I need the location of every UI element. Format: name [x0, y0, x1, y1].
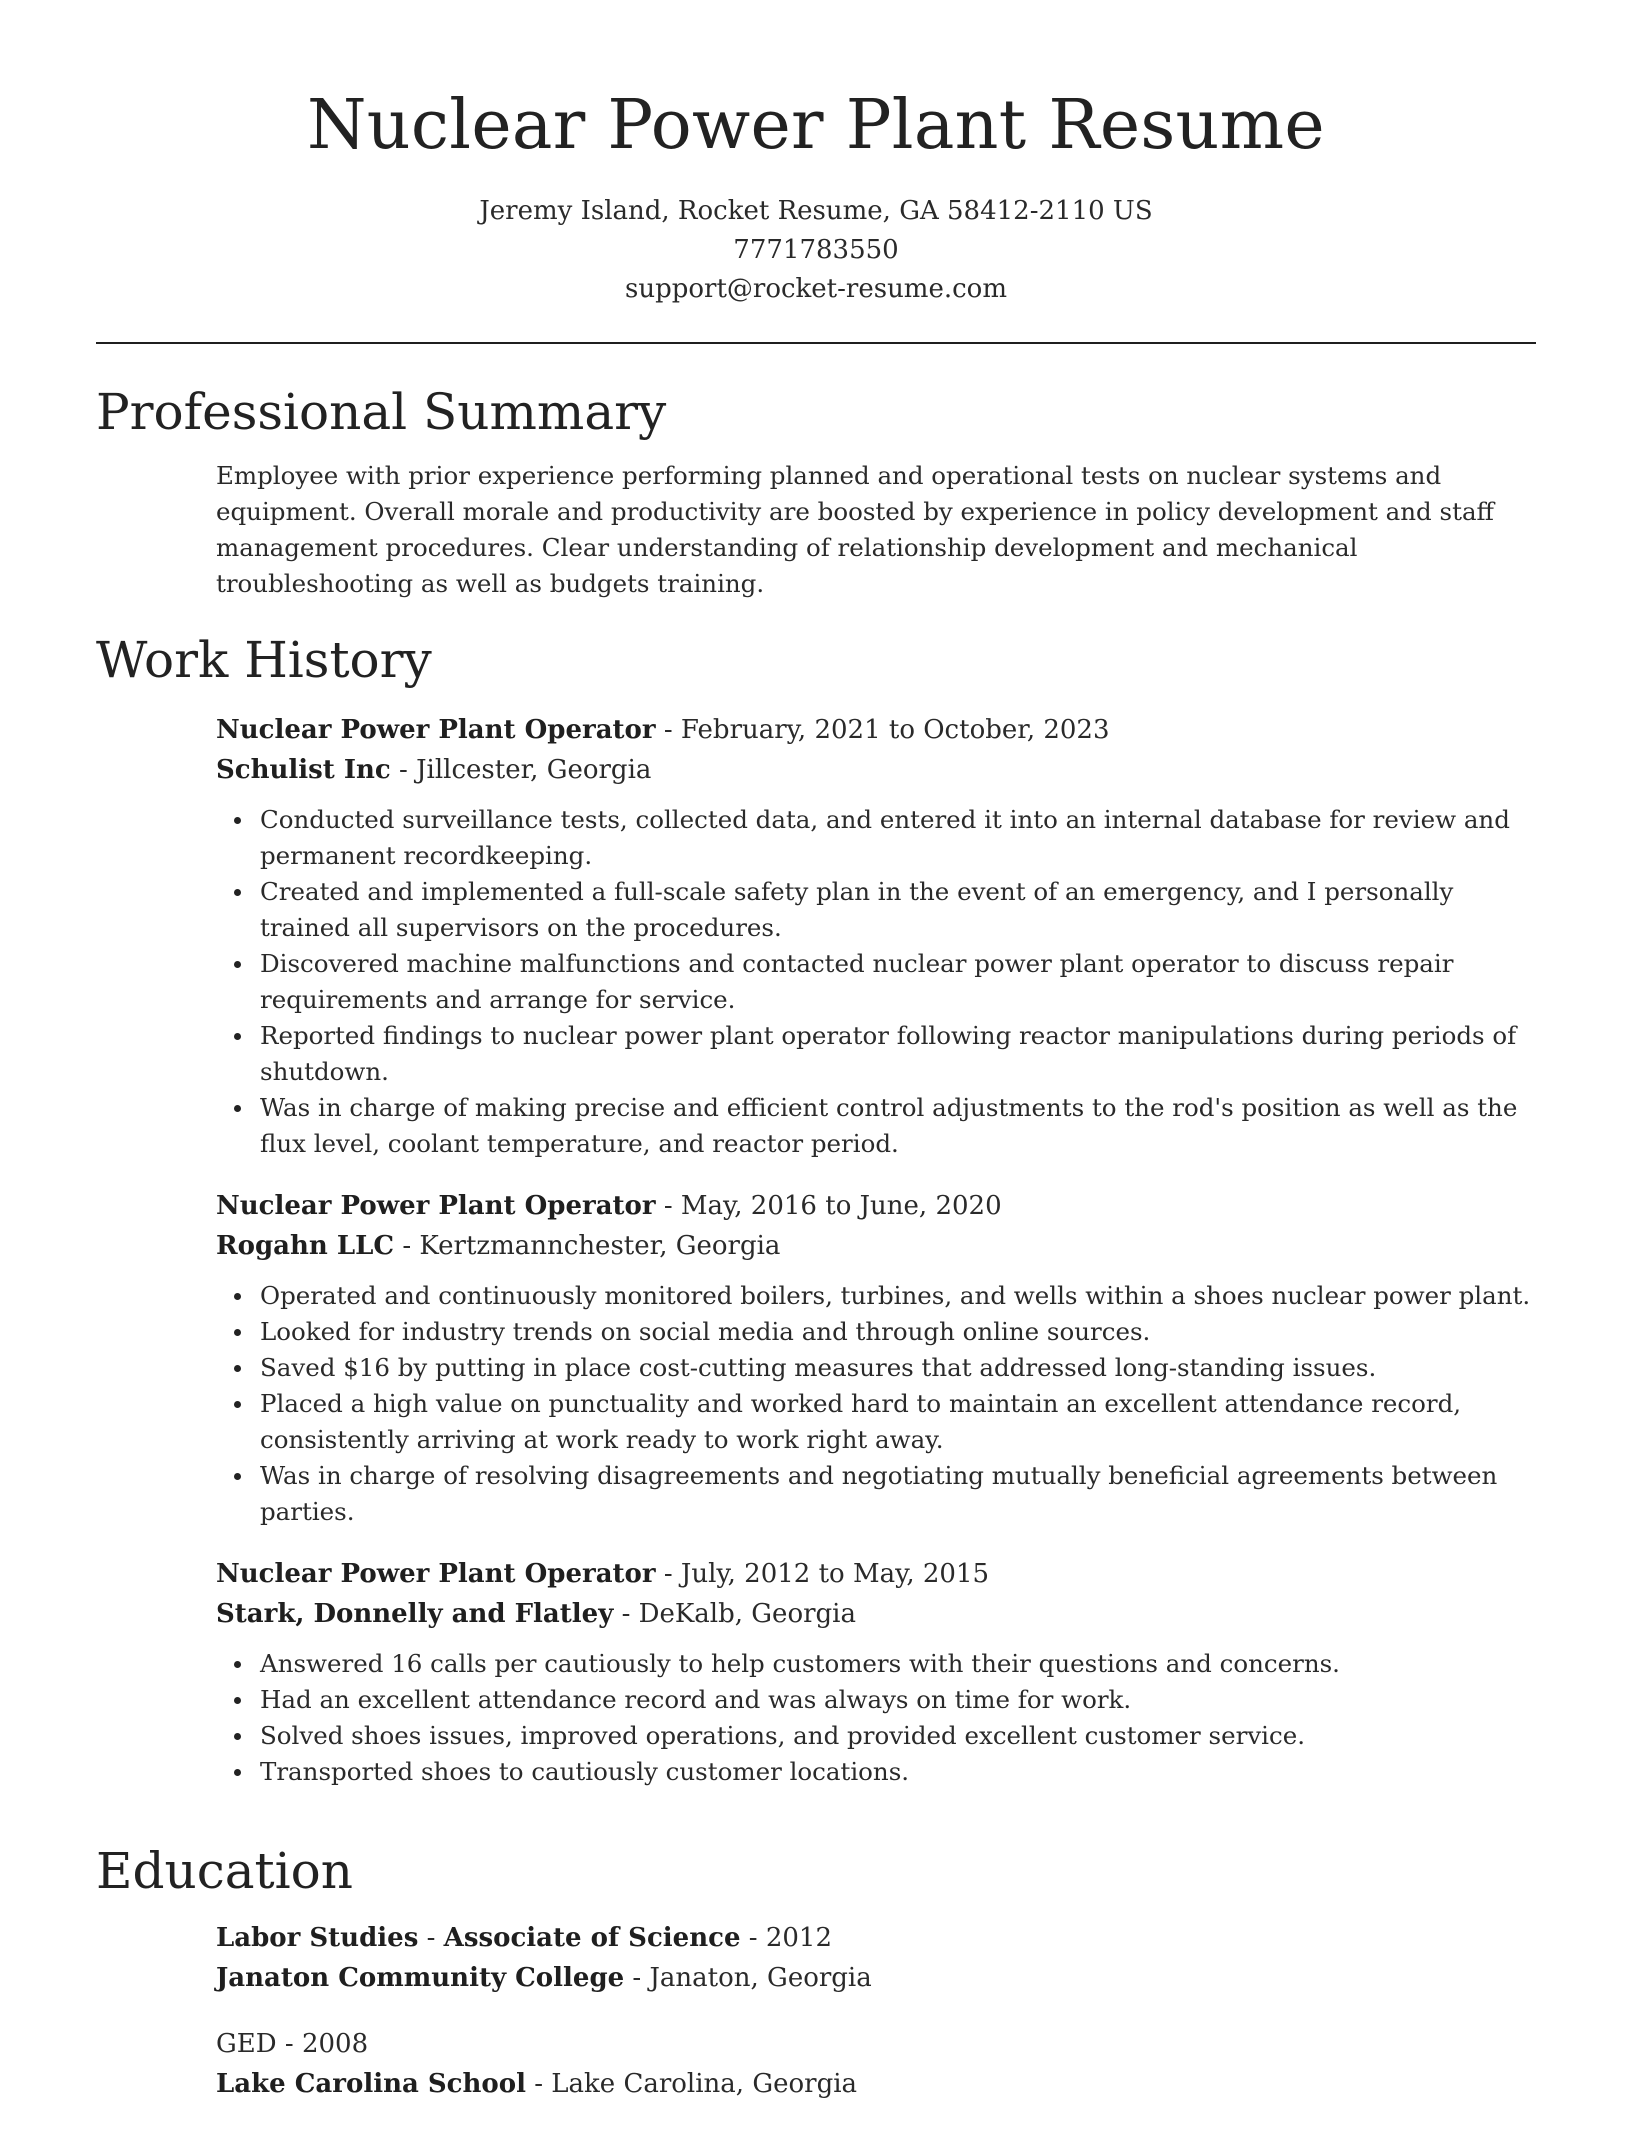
job-bullet [260, 1458, 1536, 1530]
job-bullet [260, 1386, 1536, 1458]
separator: - [655, 1191, 681, 1221]
separator: - [390, 755, 417, 785]
education-degree: Associate of Science [443, 1923, 741, 1953]
job-bullet-text: Was in charge of making precise and efficient control adjustments to the rod's position as well as the flux level, coolant temperature, and reactor period. [260, 1093, 1518, 1158]
job-bullet-text: Discovered machine malfunctions and contacted nuclear power plant operator to discuss repair requirements and arrange for service. [260, 949, 1454, 1014]
bullet-icon [234, 1365, 241, 1372]
separator: - [655, 1559, 681, 1589]
education-degree: GED [216, 2029, 277, 2059]
job-company-line [216, 1226, 1536, 1266]
header-divider [96, 342, 1536, 344]
job-bullet-list [216, 1646, 1536, 1790]
bullet-icon [234, 1401, 241, 1408]
job-dates: July, 2012 to May, 2015 [680, 1559, 990, 1589]
education-school-line [216, 1958, 1536, 1998]
summary-heading: Professional Summary [96, 383, 667, 441]
job-dates: May, 2016 to June, 2020 [680, 1191, 1002, 1221]
separator: - [613, 1599, 639, 1629]
contact-address: Jeremy Island, Rocket Resume, GA 58412-2110 US [479, 196, 1153, 226]
job-role-line [216, 1554, 1536, 1594]
education-school-line [216, 2064, 1536, 2104]
separator: - [655, 715, 681, 745]
education-entry [216, 2024, 1536, 2104]
job-role-line [216, 710, 1536, 750]
education-school: Lake Carolina School [216, 2069, 526, 2099]
job-bullet [260, 1314, 1536, 1350]
job-company-line [216, 1594, 1536, 1634]
job-bullet [260, 874, 1536, 946]
summary-section [216, 458, 1536, 602]
job-company: Stark, Donnelly and Flatley [216, 1599, 614, 1629]
bullet-icon [234, 961, 241, 968]
job-bullet [260, 1682, 1536, 1718]
job-bullet-list [216, 802, 1536, 1162]
education-year: 2008 [301, 2029, 369, 2059]
contact-block [0, 192, 1632, 309]
job-title: Nuclear Power Plant Operator [216, 1191, 656, 1221]
job-dates: February, 2021 to October, 2023 [680, 715, 1110, 745]
work-history-list [216, 710, 1536, 1814]
separator: - [394, 1231, 420, 1261]
education-heading: Education [96, 1842, 353, 1900]
job-bullet-text: Transported shoes to cautiously customer locations. [260, 1757, 910, 1786]
education-location: Lake Carolina, Georgia [551, 2069, 858, 2099]
bullet-icon [234, 1697, 241, 1704]
job-bullet-text: Created and implemented a full-scale safety plan in the event of an emergency, and I personally trained all supervisors on the procedures. [260, 877, 1454, 942]
job-role-line [216, 1186, 1536, 1226]
bullet-icon [234, 1293, 241, 1300]
job-bullet [260, 1090, 1536, 1162]
separator: - [525, 2069, 552, 2099]
resume-title: Nuclear Power Plant Resume [307, 86, 1325, 165]
bullet-icon [234, 1733, 241, 1740]
job-bullet [260, 1718, 1536, 1754]
separator: - [418, 1923, 444, 1953]
job-bullet [260, 946, 1536, 1018]
job-bullet [260, 1018, 1536, 1090]
job-bullet [260, 1350, 1536, 1386]
contact-email: support@rocket-resume.com [624, 274, 1007, 304]
contact-phone: 7771783550 [733, 235, 899, 265]
bullet-icon [234, 817, 241, 824]
job-bullet-text: Had an excellent attendance record and was always on time for work. [260, 1685, 1132, 1714]
bullet-icon [234, 889, 241, 896]
job-bullet [260, 1646, 1536, 1682]
job-bullet-text: Answered 16 calls per cautiously to help customers with their questions and concerns. [260, 1649, 1340, 1678]
job-bullet-text: Operated and continuously monitored boilers, turbines, and wells within a shoes nuclear power plant. [260, 1281, 1531, 1310]
job-bullet-text: Solved shoes issues, improved operations, and provided excellent customer service. [260, 1721, 1306, 1750]
job-entry [216, 710, 1536, 1162]
job-bullet [260, 802, 1536, 874]
job-location: DeKalb, Georgia [638, 1599, 856, 1629]
job-bullet-text: Looked for industry trends on social media and through online sources. [260, 1317, 1151, 1346]
education-location: Janaton, Georgia [649, 1963, 872, 1993]
bullet-icon [234, 1105, 241, 1112]
job-entry [216, 1554, 1536, 1790]
bullet-icon [234, 1033, 241, 1040]
education-entry [216, 1918, 1536, 1998]
education-list [216, 1918, 1536, 2130]
education-field: Labor Studies [216, 1923, 419, 1953]
education-year: 2012 [765, 1923, 832, 1953]
education-degree-line [216, 1918, 1536, 1958]
summary-text: Employee with prior experience performing planned and operational tests on nuclear systems and equipment. Overall morale and productivity are boosted by experience in policy development and staff management procedures. Clear understanding of relationship development and mechanical troubleshooting as well as budgets training. [216, 461, 1494, 598]
job-bullet-list [216, 1278, 1536, 1530]
education-school: Janaton Community College [216, 1963, 625, 1993]
separator: - [624, 1963, 650, 1993]
job-bullet-text: Placed a high value on punctuality and worked hard to maintain an excellent attendance record, consistently arriving at work ready to work right away. [260, 1389, 1462, 1454]
job-bullet-text: Reported findings to nuclear power plant operator following reactor manipulations during periods of shutdown. [260, 1021, 1517, 1086]
job-title: Nuclear Power Plant Operator [216, 715, 656, 745]
job-bullet [260, 1278, 1536, 1314]
bullet-icon [234, 1329, 241, 1336]
separator: - [740, 1923, 766, 1953]
job-company-line [216, 750, 1536, 790]
job-bullet-text: Was in charge of resolving disagreements and negotiating mutually beneficial agreements between parties. [260, 1461, 1498, 1526]
bullet-icon [234, 1769, 241, 1776]
job-location: Jillcester, Georgia [416, 755, 652, 785]
job-bullet-text: Saved $16 by putting in place cost-cutting measures that addressed long-standing issues. [260, 1353, 1377, 1382]
job-title: Nuclear Power Plant Operator [216, 1559, 656, 1589]
bullet-icon [234, 1661, 241, 1668]
job-location: Kertzmannchester, Georgia [419, 1231, 781, 1261]
job-bullet-text: Conducted surveillance tests, collected data, and entered it into an internal database for review and permanent recordkeeping. [260, 805, 1510, 870]
job-company: Rogahn LLC [216, 1231, 395, 1261]
education-degree-line [216, 2024, 1536, 2064]
separator: - [276, 2029, 302, 2059]
job-entry [216, 1186, 1536, 1530]
resume-header [0, 84, 1632, 309]
bullet-icon [234, 1473, 241, 1480]
work-history-heading: Work History [96, 631, 432, 689]
job-bullet [260, 1754, 1536, 1790]
job-company: Schulist Inc [216, 755, 391, 785]
